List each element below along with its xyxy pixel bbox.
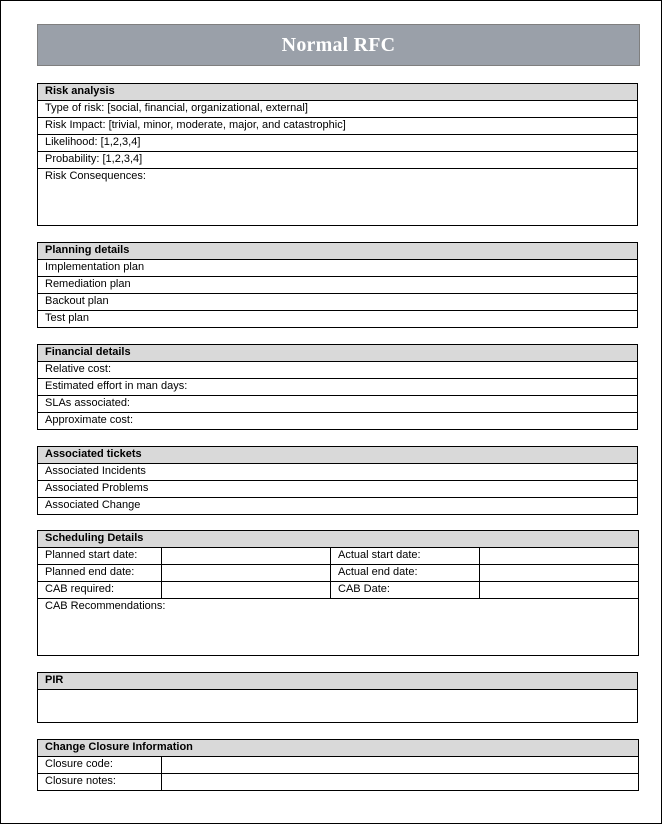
input-planned-start-date[interactable] (162, 548, 331, 565)
section-header-financial-details: Financial details (38, 345, 638, 362)
title-banner (37, 24, 640, 66)
page-title: Normal RFC (281, 33, 396, 56)
section-header-pir: PIR (38, 673, 638, 690)
input-closure-notes[interactable] (162, 774, 639, 791)
field-associated-problems[interactable]: Associated Problems (38, 481, 638, 498)
section-header-risk-analysis: Risk analysis (38, 84, 638, 101)
input-closure-code[interactable] (162, 757, 639, 774)
label-cab-date: CAB Date: (331, 582, 480, 599)
field-estimated-effort[interactable]: Estimated effort in man days: (38, 379, 638, 396)
label-actual-end-date: Actual end date: (331, 565, 480, 582)
field-risk-impact[interactable]: Risk Impact: [trivial, minor, moderate, major, and catastrophic] (38, 118, 638, 135)
field-associated-change[interactable]: Associated Change (38, 498, 638, 515)
field-pir-body[interactable] (38, 690, 638, 723)
field-cab-recommendations[interactable]: CAB Recommendations: (38, 599, 639, 656)
planning-details-table (37, 242, 638, 328)
input-planned-end-date[interactable] (162, 565, 331, 582)
scheduling-details-table (37, 530, 639, 656)
label-actual-start-date: Actual start date: (331, 548, 480, 565)
field-backout-plan[interactable]: Backout plan (38, 294, 638, 311)
label-cab-required: CAB required: (38, 582, 162, 599)
financial-details-table (37, 344, 638, 430)
field-relative-cost[interactable]: Relative cost: (38, 362, 638, 379)
field-test-plan[interactable]: Test plan (38, 311, 638, 328)
label-planned-end-date: Planned end date: (38, 565, 162, 582)
field-approximate-cost[interactable]: Approximate cost: (38, 413, 638, 430)
field-implementation-plan[interactable]: Implementation plan (38, 260, 638, 277)
associated-tickets-table (37, 446, 638, 515)
label-closure-notes: Closure notes: (38, 774, 162, 791)
field-probability[interactable]: Probability: [1,2,3,4] (38, 152, 638, 169)
label-closure-code: Closure code: (38, 757, 162, 774)
section-header-change-closure: Change Closure Information (38, 740, 639, 757)
input-cab-date[interactable] (480, 582, 639, 599)
pir-table (37, 672, 638, 723)
field-type-of-risk[interactable]: Type of risk: [social, financial, organizational, external] (38, 101, 638, 118)
field-likelihood[interactable]: Likelihood: [1,2,3,4] (38, 135, 638, 152)
section-header-scheduling-details: Scheduling Details (38, 531, 639, 548)
input-actual-end-date[interactable] (480, 565, 639, 582)
field-associated-incidents[interactable]: Associated Incidents (38, 464, 638, 481)
input-actual-start-date[interactable] (480, 548, 639, 565)
section-header-planning-details: Planning details (38, 243, 638, 260)
field-remediation-plan[interactable]: Remediation plan (38, 277, 638, 294)
risk-analysis-table (37, 83, 638, 226)
label-planned-start-date: Planned start date: (38, 548, 162, 565)
field-risk-consequences[interactable]: Risk Consequences: (38, 169, 638, 226)
field-slas-associated[interactable]: SLAs associated: (38, 396, 638, 413)
section-header-associated-tickets: Associated tickets (38, 447, 638, 464)
change-closure-table (37, 739, 639, 791)
input-cab-required[interactable] (162, 582, 331, 599)
